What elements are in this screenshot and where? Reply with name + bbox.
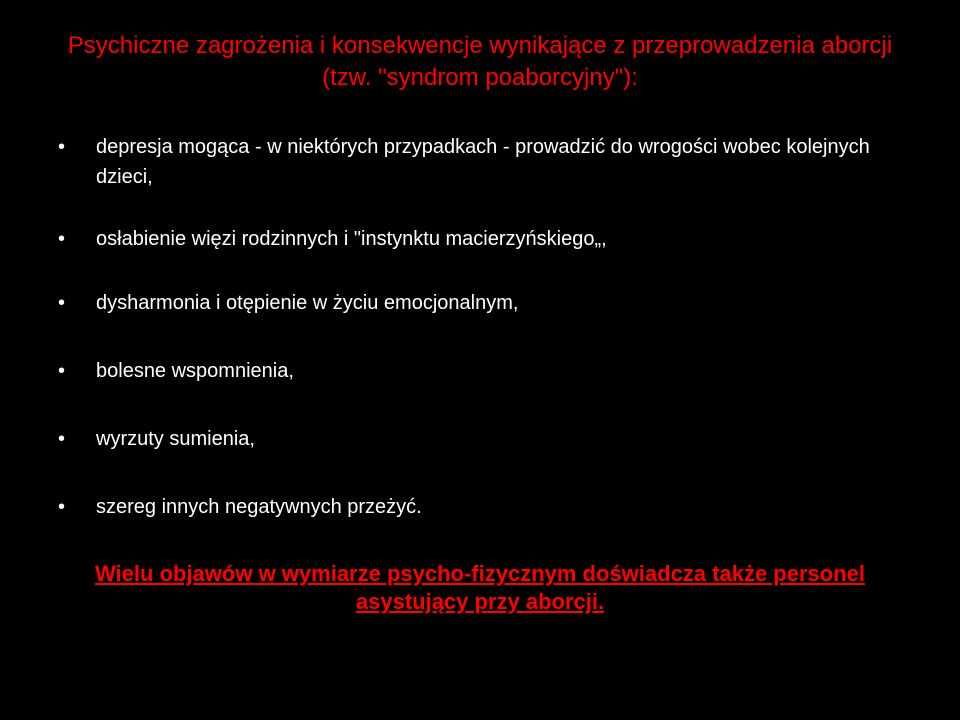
bullet-icon: • <box>58 136 66 158</box>
bullet-text: wyrzuty sumienia, <box>96 428 255 450</box>
footer-note: Wielu objawów w wymiarze psycho-fizycznym doświadcza także personel asystujący przy aborcji. <box>94 561 865 614</box>
bullet-text: depresja mogąca - w niektórych przypadkach - prowadzić do wrogości wobec kolejnych dzieci, <box>96 136 870 188</box>
slide-title: Psychiczne zagrożenia i konsekwencje wynikające z przeprowadzenia aborcji (tzw. "syndrom poaborcyjny"): <box>67 32 893 91</box>
bullet-text: szereg innych negatywnych przeżyć. <box>96 496 422 518</box>
bullet-text: osłabienie więzi rodzinnych i "instynktu macierzyńskiego„, <box>96 228 607 250</box>
bullet-icon: • <box>58 292 66 314</box>
bullet-icon: • <box>58 228 66 250</box>
bullet-icon: • <box>58 428 66 450</box>
bullet-icon: • <box>58 496 66 518</box>
bullet-text: dysharmonia i otępienie w życiu emocjonalnym, <box>96 292 519 314</box>
bullet-icon: • <box>58 360 66 382</box>
bullet-text: bolesne wspomnienia, <box>96 360 294 382</box>
